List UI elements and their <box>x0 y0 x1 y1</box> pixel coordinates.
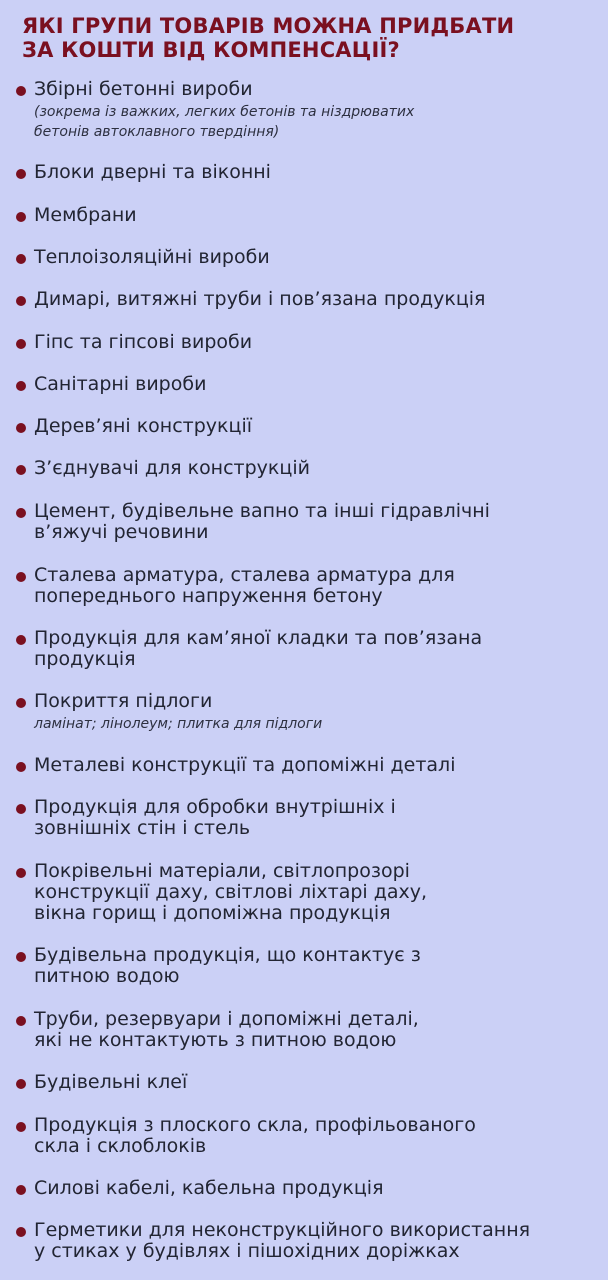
list-item <box>14 861 594 924</box>
bullet-icon <box>16 762 26 772</box>
list-item <box>14 565 594 607</box>
list-item-note: ламінат; лінолеум; плитка для підлоги <box>34 716 323 732</box>
list-item-text: Мембрани <box>34 204 137 226</box>
list-item-text: Продукція для обробки внутрішніх і зовнішніх стін і стель <box>34 796 396 839</box>
list-item <box>14 374 594 395</box>
list-item <box>14 501 594 543</box>
bullet-icon <box>16 296 26 306</box>
list-item-text: Продукція для кам’яної кладки та пов’язана продукція <box>34 627 483 670</box>
bullet-icon <box>16 804 26 814</box>
list-item-text: З’єднувачі для конструкцій <box>34 457 310 479</box>
list-item <box>14 162 594 183</box>
list-item-text: Труби, резервуари і допоміжні деталі, які не контактують з питною водою <box>34 1008 419 1051</box>
list-item-text: Покрівельні матеріали, світлопрозорі конструкції даху, світлові ліхтарі даху, вікна горищ і допоміжна продукція <box>34 860 428 924</box>
list-item <box>14 416 594 437</box>
bullet-icon <box>16 212 26 222</box>
bullet-icon <box>16 1185 26 1195</box>
bullet-icon <box>16 1122 26 1132</box>
list-item <box>14 628 594 670</box>
bullet-icon <box>16 86 26 96</box>
bullet-icon <box>16 254 26 264</box>
bullet-icon <box>16 868 26 878</box>
bullet-icon <box>16 423 26 433</box>
list-item-text: Продукція з плоского скла, профільованого скла і склоблоків <box>34 1114 476 1157</box>
bullet-icon <box>16 635 26 645</box>
bullet-icon <box>16 1079 26 1089</box>
list-item-text: Теплоізоляційні вироби <box>34 246 270 268</box>
list-item <box>14 797 594 839</box>
list-item-text: Силові кабелі, кабельна продукція <box>34 1177 384 1199</box>
bullet-icon <box>16 1016 26 1026</box>
list-item-text: Гіпс та гіпсові вироби <box>34 331 253 353</box>
bullet-icon <box>16 1227 26 1237</box>
list-item-text: Будівельні клеї <box>34 1071 188 1093</box>
list-item-text: Будівельна продукція, що контактує з питною водою <box>34 944 421 987</box>
bullet-icon <box>16 465 26 475</box>
bullet-icon <box>16 508 26 518</box>
list-item <box>14 755 594 776</box>
list-item-text: Збірні бетонні вироби <box>34 78 253 100</box>
list-item-text: Цемент, будівельне вапно та інші гідравлічні в’яжучі речовини <box>34 500 490 543</box>
list-item <box>14 945 594 987</box>
bullet-icon <box>16 169 26 179</box>
list-item-text: Дерев’яні конструкції <box>34 415 252 437</box>
list-item-note: (зокрема із важких, легких бетонів та ніздрюватих бетонів автоклавного твердіння) <box>34 104 415 140</box>
list-item <box>14 247 594 268</box>
list-item-text: Димарі, витяжні труби і пов’язана продукція <box>34 288 486 310</box>
list-item <box>14 205 594 226</box>
bullet-icon <box>16 339 26 349</box>
bullet-icon <box>16 381 26 391</box>
list-item-text: Санітарні вироби <box>34 373 207 395</box>
list-item <box>14 1220 594 1262</box>
list-item-text: Сталева арматура, сталева арматура для попереднього напруження бетону <box>34 564 455 607</box>
list-item <box>14 1009 594 1051</box>
bullet-icon <box>16 698 26 708</box>
list-item <box>14 289 594 310</box>
list-item <box>14 1178 594 1199</box>
bullet-icon <box>16 952 26 962</box>
list-item-text: Покриття підлоги <box>34 690 213 712</box>
list-item <box>14 1115 594 1157</box>
list-item-text: Герметики для неконструкційного використання у стиках у будівлях і пішохідних доріжках <box>34 1219 531 1262</box>
bullet-icon <box>16 572 26 582</box>
list-item <box>14 458 594 479</box>
list-item <box>14 1072 594 1093</box>
list-item <box>14 332 594 353</box>
list-item <box>14 79 594 142</box>
list-item-text: Блоки дверні та віконні <box>34 161 271 183</box>
list-item-text: Металеві конструкції та допоміжні деталі <box>34 754 456 776</box>
page-title: ЯКІ ГРУПИ ТОВАРІВ МОЖНА ПРИДБАТИ ЗА КОШТИ ВІД КОМПЕНСАЦІЇ? <box>22 14 515 62</box>
list-item <box>14 691 594 734</box>
